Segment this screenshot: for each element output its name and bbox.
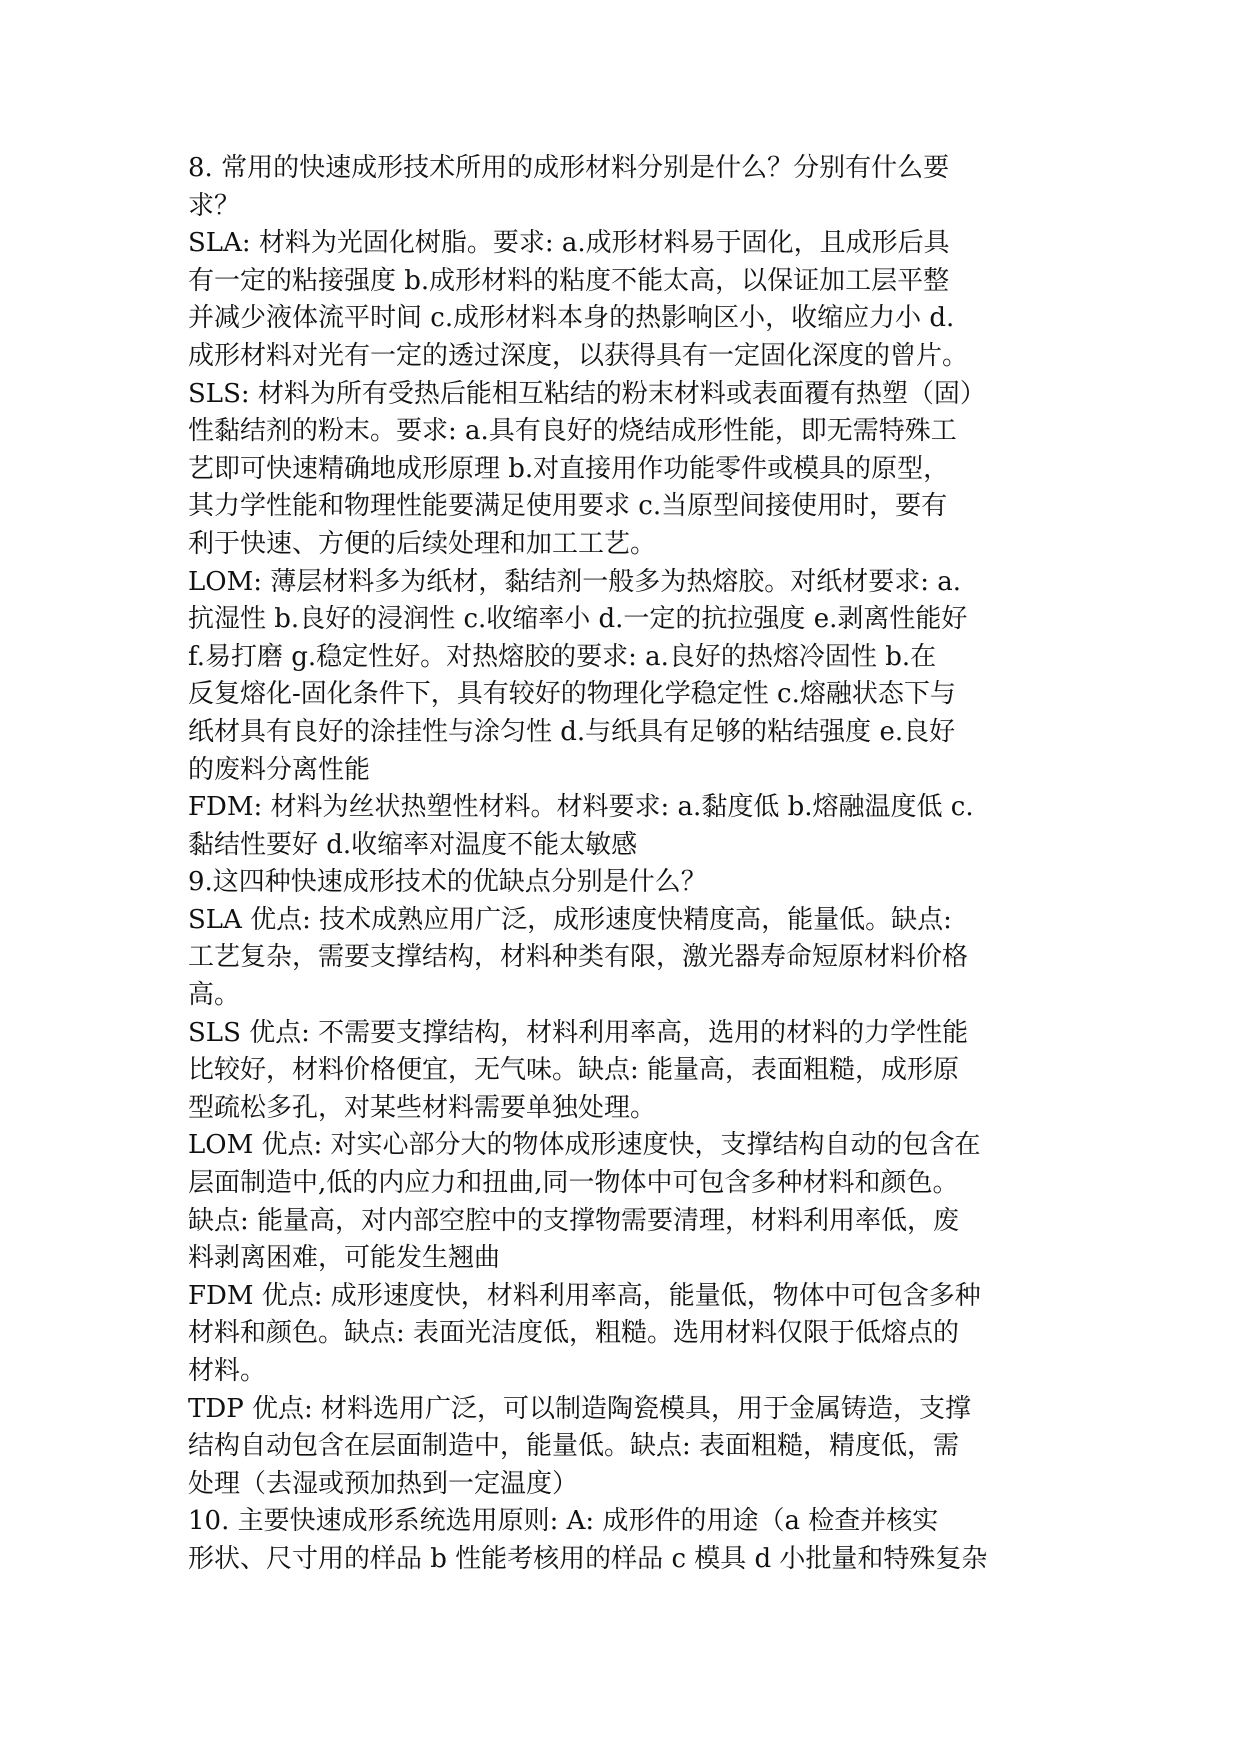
text-line: 的废料分离性能 [188, 754, 371, 785]
document-page [188, 150, 1068, 1579]
text-line: 性黏结剂的粉末。要求: a.具有良好的烧结成形性能，即无需特殊工 [188, 416, 957, 447]
text-line: FDM 优点: 成形速度快，材料利用率高，能量低，物体中可包含多种 [188, 1280, 981, 1311]
text-line: 反复熔化-固化条件下，具有较好的物理化学稳定性 c.熔融状态下与 [188, 679, 956, 710]
text-line: 抗湿性 b.良好的浸润性 c.收缩率小 d.一定的抗拉强度 e.剥离性能好 [188, 604, 968, 635]
text-line: 料剥离困难，可能发生翘曲 [188, 1243, 501, 1274]
text-line: 材料。 [188, 1356, 267, 1386]
text-line: SLA: 材料为光固化树脂。要求: a.成形材料易于固化，且成形后具 [188, 228, 950, 259]
text-line: 处理（去湿或预加热到一定温度） [188, 1468, 579, 1499]
text-line: LOM 优点: 对实心部分大的物体成形速度快，支撑结构自动的包含在 [188, 1130, 981, 1161]
text-line: 8. 常用的快速成形技术所用的成形材料分别是什么？分别有什么要 [188, 153, 950, 183]
text-line: 型疏松多孔，对某些材料需要单独处理。 [188, 1092, 657, 1123]
text-line: FDM: 材料为丝状热塑性材料。材料要求: a.黏度低 b.熔融温度低 c. [188, 792, 974, 823]
text-line: 形状、尺寸用的样品 b 性能考核用的样品 c 模具 d 小批量和特殊复杂 [188, 1543, 988, 1574]
text-line: 并减少液体流平时间 c.成形材料本身的热影响区小，收缩应力小 d. [188, 303, 955, 334]
text-line: 艺即可快速精确地成形原理 b.对直接用作功能零件或模具的原型， [188, 453, 950, 484]
text-line: SLS 优点: 不需要支撑结构，材料利用率高，选用的材料的力学性能 [188, 1017, 969, 1048]
text-line: 纸材具有良好的涂挂性与涂匀性 d.与纸具有足够的粘结强度 e.良好 [188, 716, 956, 747]
text-line: 工艺复杂，需要支撑结构，材料种类有限，激光器寿命短原材料价格 [188, 942, 969, 973]
text-line: 比较好，材料价格便宜，无气味。缺点: 能量高，表面粗糙，成形原 [188, 1055, 960, 1086]
text-line: 层面制造中,低的内应力和扭曲,同一物体中可包含多种材料和颜色。 [188, 1168, 959, 1199]
text-line: 成形材料对光有一定的透过深度，以获得具有一定固化深度的曾片。 [188, 340, 969, 371]
text-line: f.易打磨 g.稳定性好。对热熔胶的要求: a.良好的热熔冷固性 b.在 [188, 641, 937, 672]
text-line: SLA 优点: 技术成熟应用广泛，成形速度快精度高，能量低。缺点: [188, 904, 952, 935]
text-line: SLS: 材料为所有受热后能相互粘结的粉末材料或表面覆有热塑（固） [188, 378, 986, 409]
text-line: 缺点: 能量高，对内部空腔中的支撑物需要清理，材料利用率低，废 [188, 1205, 960, 1236]
text-line: 高。 [188, 980, 241, 1011]
text-line: 黏结性要好 d.收缩率对温度不能太敏感 [188, 829, 638, 860]
text-line: 材料和颜色。缺点: 表面光洁度低，粗糙。选用材料仅限于低熔点的 [188, 1318, 960, 1349]
text-line: LOM: 薄层材料多为纸材，黏结剂一般多为热熔胶。对纸材要求: a. [188, 566, 962, 597]
text-line: 9.这四种快速成形技术的优缺点分别是什么？ [188, 867, 707, 898]
text-line: 10. 主要快速成形系统选用原则: A: 成形件的用途（a 检查并核实 [188, 1506, 939, 1537]
text-line: 有一定的粘接强度 b.成形材料的粘度不能太高，以保证加工层平整 [188, 265, 950, 296]
text-line: 求？ [188, 190, 241, 221]
text-line: 其力学性能和物理性能要满足使用要求 c.当原型间接使用时，要有 [188, 491, 948, 522]
text-line: 结构自动包含在层面制造中，能量低。缺点: 表面粗糙，精度低，需 [188, 1431, 960, 1462]
text-line: TDP 优点: 材料选用广泛，可以制造陶瓷模具，用于金属铸造，支撑 [188, 1393, 971, 1424]
text-line: 利于快速、方便的后续处理和加工工艺。 [188, 528, 657, 559]
